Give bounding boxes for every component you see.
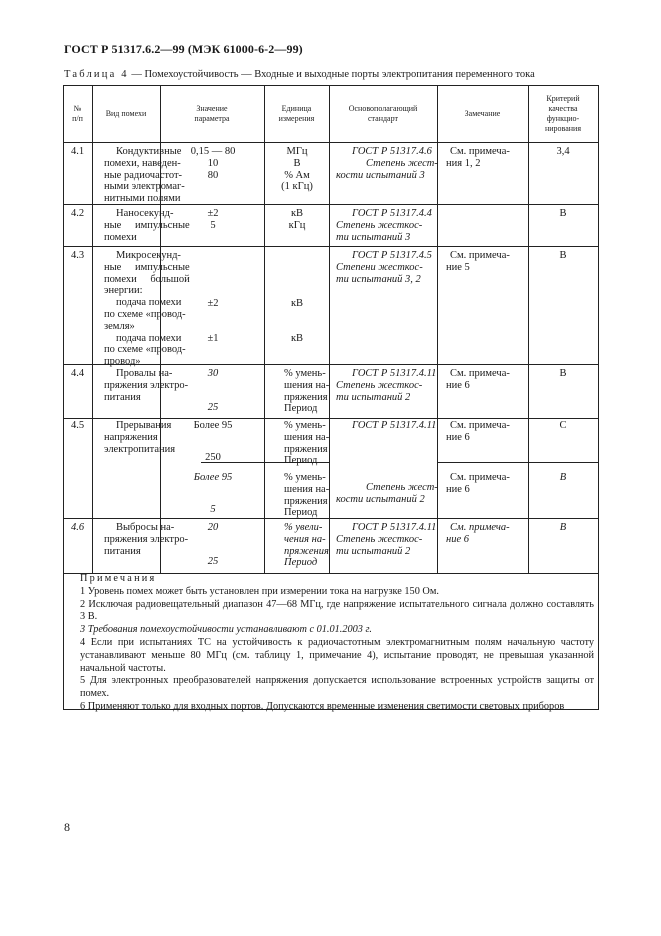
note-2: 2 Исключая радиовещательный диапазон 47—68 МГц, где напряжение испытательного сигнала должно составлять 3 В. (80, 598, 594, 623)
note-3: 3 Требования помехоустойчивости устанавливают с 01.01.2003 г. (80, 624, 372, 636)
row-4-3-unit-wire: кВ (290, 333, 304, 344)
table-notes (80, 573, 594, 714)
row-4-6-num: 4.6 (71, 522, 85, 533)
note-4: 4 Если при испытаниях ТС на устойчивость к радиочастотным электромагнитным полям начальную частоту устанавливают меньше 80 МГц (см. таблицу 1, примечание 4), испытание проводят, не превышая указанной начальной частоты. (80, 636, 594, 674)
row-4-4-value-period: 25 (207, 402, 219, 413)
notes-title: Примечания (80, 573, 157, 584)
row-4-5b-value-reduction: Более 95 (193, 472, 233, 483)
row-4-5b-remark: См. примеча- ние 6 (446, 472, 510, 495)
note-5: 5 Для электронных преобразователей напряжения допускается использование встроенных устройств защиты от помех. (80, 675, 594, 700)
row-4-4-num: 4.4 (71, 368, 85, 379)
row-4-5-type: Прерывания напряжения электропитания (104, 420, 176, 455)
note-1: 1 Уровень помех может быть установлен при измерении тока на нагрузке 150 Ом. (80, 585, 439, 597)
row-4-1-remark: См. примеча- ния 1, 2 (446, 146, 510, 169)
header-type: Вид помехи (105, 109, 147, 118)
row-4-3-type: Микросекунд- ные импульсные помехи большой энергии: подача помехи по схеме «провод- земля» подача помехи по схеме «провод- провод» (104, 250, 190, 368)
note-6: 6 Применяют только для входных портов. Допускаются временные изменения светимости световых приборов (80, 700, 565, 712)
row-4-3-num: 4.3 (71, 250, 85, 261)
page-number: 8 (64, 820, 70, 834)
header-unit: Единица измерения (278, 104, 315, 123)
document-header: ГОСТ Р 51317.6.2—99 (МЭК 61000-6-2—99) (64, 42, 303, 56)
row-4-4-remark: См. примеча- ние 6 (446, 368, 510, 391)
row-4-6-value-increase: 20 (207, 522, 219, 533)
row-4-3-criterion: В (559, 250, 567, 261)
table-caption (64, 69, 535, 80)
header-standard: Основополагающий стандарт (348, 104, 418, 123)
row-4-6-remark: См. примеча- ние 6 (446, 522, 510, 545)
row-4-3-standard: ГОСТ Р 51317.4.5 Степени жесткос- ти испытаний 3, 2 (336, 250, 432, 285)
row-4-2-standard: ГОСТ Р 51317.4.4 Степень жесткос- ти испытаний 3 (336, 208, 432, 243)
row-4-4-value-reduction: 30 (207, 368, 219, 379)
row-4-1-criterion: 3,4 (556, 146, 570, 157)
row-4-4-criterion: В (559, 368, 567, 379)
row-4-2-num: 4.2 (71, 208, 85, 219)
header-num: № п/п (72, 104, 83, 123)
header-criterion: Критерий качества функцио- нирования (544, 94, 582, 133)
row-4-1-type: Кондуктивные помехи, наведен- ные радиочастот- ными электромаг- нитными полями (104, 146, 185, 205)
row-4-5-standard-code: ГОСТ Р 51317.4.11 (352, 420, 437, 431)
table-caption-label: Таблица 4 (64, 69, 129, 80)
row-4-3-value-ground: ±2 (207, 298, 219, 309)
row-4-1-units: МГц В % Ам (1 кГц) (281, 146, 313, 193)
header-value: Значение параметра (194, 104, 230, 123)
row-4-2-type: Наносекунд- ные импульсные помехи (104, 208, 190, 243)
row-4-5-num: 4.5 (71, 420, 85, 431)
row-4-3-remark: См. примеча- ние 5 (446, 250, 510, 273)
row-4-5a-remark: См. примеча- ние 6 (446, 420, 510, 443)
row-4-5b-criterion: В (559, 472, 567, 483)
table-caption-text: — Помехоустойчивость — Входные и выходные порты электропитания переменного тока (128, 69, 535, 80)
row-4-2-criterion: В (559, 208, 567, 219)
row-4-3-unit-ground: кВ (290, 298, 304, 309)
row-4-6-standard: ГОСТ Р 51317.4.11 Степень жесткос- ти испытаний 2 (336, 522, 437, 557)
row-4-6-type: Выбросы на- пряжения электро- питания (104, 522, 189, 557)
row-4-4-standard: ГОСТ Р 51317.4.11 Степень жесткос- ти испытаний 2 (336, 368, 437, 403)
row-4-5a-units: % умень- шения на- пряжения Период (284, 420, 330, 467)
row-4-5b-units: % умень- шения на- пряжения Период (284, 472, 330, 519)
row-4-2-values: ±2 5 (207, 208, 219, 231)
row-4-5-standard-degree: Степень жест- кости испытаний 2 (336, 482, 438, 505)
row-4-6-criterion: В (559, 522, 567, 533)
row-4-6-value-period: 25 (207, 556, 219, 567)
row-4-1-num: 4.1 (71, 146, 85, 157)
row-4-1-standard: ГОСТ Р 51317.4.6 Степень жест- кости испытаний 3 (336, 146, 438, 181)
row-4-5a-value-period: 250 (205, 452, 221, 463)
row-4-1-values: 0,15 — 80 10 80 (190, 146, 236, 181)
row-4-2-units: кВ кГц (288, 208, 306, 231)
row-4-5b-value-period: 5 (210, 504, 216, 515)
row-4-5a-criterion: С (559, 420, 567, 431)
row-4-5a-value-reduction: Более 95 (193, 420, 233, 431)
header-remark: Замечание (464, 109, 501, 118)
row-4-6-units: % увели- чения на- пряжения Период (284, 522, 329, 569)
row-4-3-value-wire: ±1 (207, 333, 219, 344)
row-4-4-type: Провалы на- пряжения электро- питания (104, 368, 189, 403)
row-4-4-units: % умень- шения на- пряжения Период (284, 368, 330, 415)
